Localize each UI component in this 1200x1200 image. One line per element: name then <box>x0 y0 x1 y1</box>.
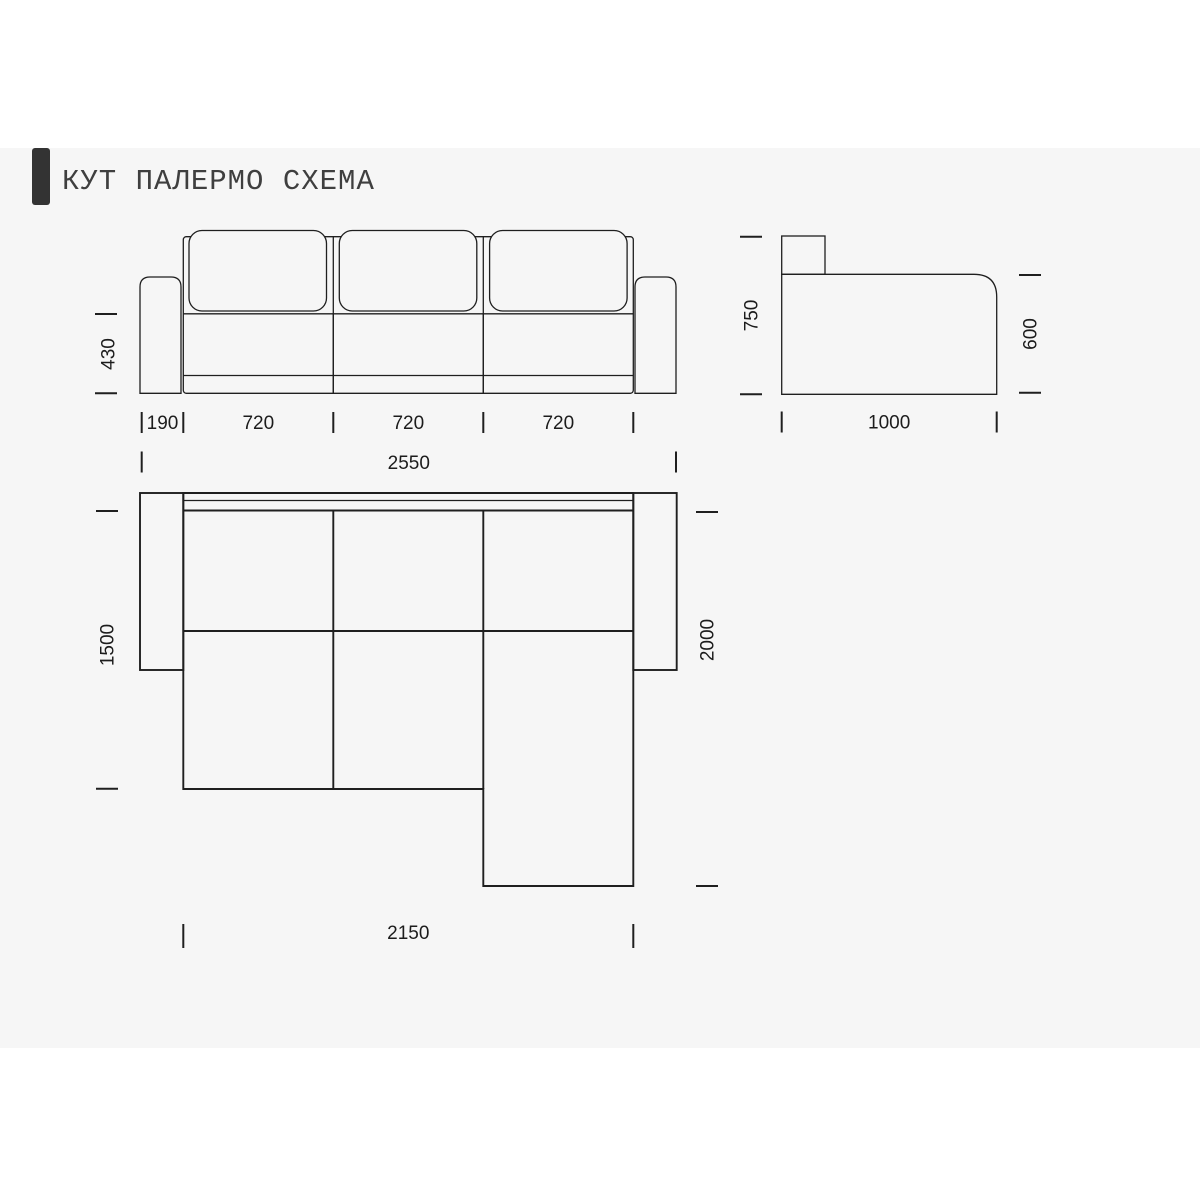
front-armrest-left <box>140 277 181 393</box>
accent-bar <box>32 148 50 205</box>
plan-total-depth-dim-label: 2000 <box>697 618 719 662</box>
side-view <box>740 236 1042 434</box>
front-arm-dim-label: 190 <box>146 413 179 434</box>
front-height-dim-label: 430 <box>98 338 120 370</box>
front-cushion-1 <box>189 231 327 312</box>
plan-view <box>96 493 719 948</box>
front-seat-dim-label-1: 720 <box>242 413 275 434</box>
plan-armrest-left <box>140 493 183 670</box>
side-backrest-top <box>782 236 825 274</box>
front-cushion-2 <box>339 231 477 312</box>
front-armrest-right <box>635 277 676 393</box>
plan-inner-width-dim-label: 2150 <box>387 923 430 944</box>
front-cushion-3 <box>490 231 627 312</box>
front-total-width-dim-label: 2550 <box>387 453 430 474</box>
plan-body-outline <box>183 493 633 886</box>
plan-armrest-right <box>633 493 676 670</box>
front-lower-dividers <box>333 314 483 394</box>
side-height-dim-label: 750 <box>741 299 763 332</box>
front-seat-dim-label-2: 720 <box>392 413 425 434</box>
front-view <box>95 231 676 475</box>
side-body <box>782 274 997 394</box>
header <box>32 148 375 205</box>
front-seat-dim-label-3: 720 <box>542 413 575 434</box>
side-back-height-dim-label: 600 <box>1020 318 1042 350</box>
side-depth-dim-label: 1000 <box>868 412 911 434</box>
page-title: КУТ ПАЛЕРМО СХЕМА <box>62 165 375 198</box>
plan-total-depth-dim-ticks <box>696 512 718 886</box>
plan-seat-depth-dim-label: 1500 <box>97 623 119 667</box>
